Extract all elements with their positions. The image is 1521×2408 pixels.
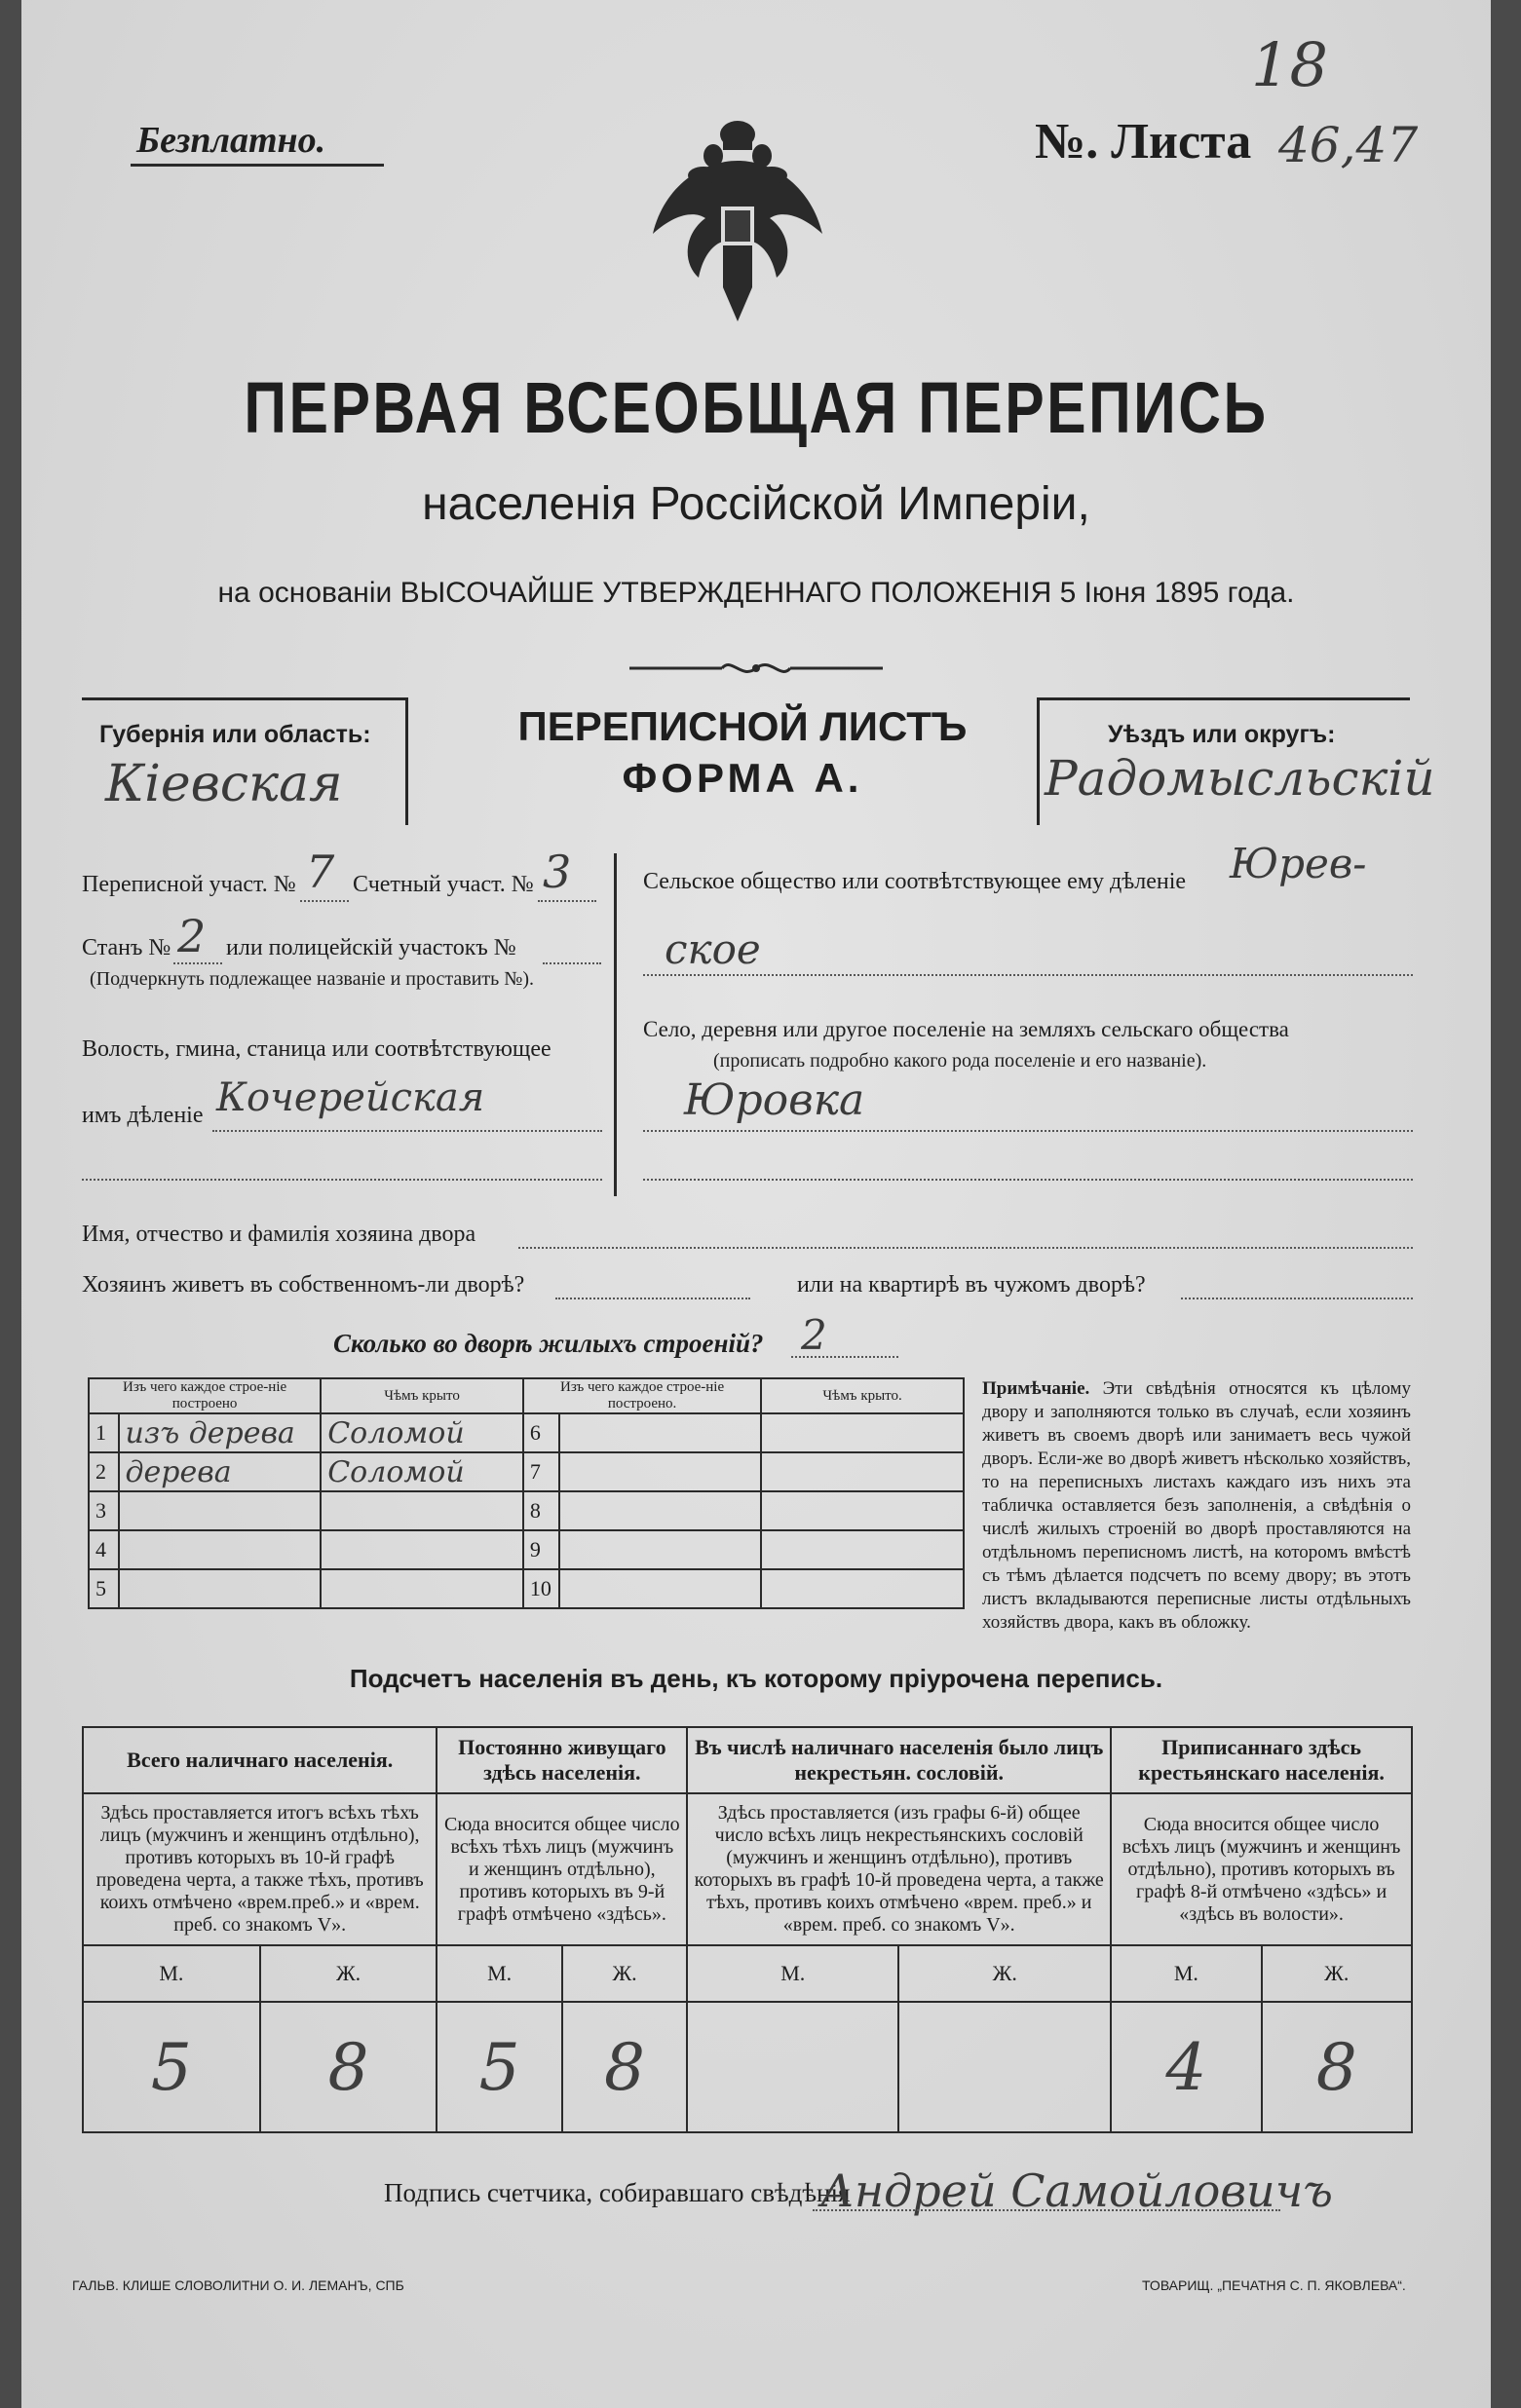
non-peasant-header: Въ числѣ наличнаго населенія было лицъ некрестьян. сословій.: [687, 1727, 1111, 1793]
volost-label-2: имъ дѣленіе: [82, 1103, 204, 1128]
row-number: 7: [523, 1452, 559, 1491]
material-cell: изъ дерева: [119, 1413, 322, 1452]
row-number: 3: [89, 1491, 119, 1530]
female-label: Ж.: [1262, 1945, 1412, 2002]
sheet-number-top-handwritten: 18: [1251, 29, 1328, 100]
district-label: Уѣздъ или округъ:: [1108, 721, 1336, 748]
buildings-table: [88, 1377, 965, 1609]
own-yard-line: [555, 1298, 750, 1299]
legal-basis-line: на основаніи ВЫСОЧАЙШЕ УТВЕРЖДЕННАГО ПОЛОЖЕНІЯ 5 Іюня 1895 года.: [217, 577, 1295, 609]
stan-value: 2: [177, 910, 207, 962]
province-label: Губернія или область:: [99, 721, 371, 748]
material-cell: [559, 1491, 762, 1530]
rented-yard-line: [1181, 1298, 1413, 1299]
note-block: [982, 1377, 1411, 1635]
table-row: [89, 1569, 964, 1608]
community-value-1: Юрев-: [1230, 840, 1367, 887]
female-label: Ж.: [260, 1945, 437, 2002]
ornament-divider: [629, 657, 883, 680]
material-cell: [119, 1530, 322, 1569]
registered-peasant-female: 8: [1262, 2002, 1412, 2132]
village-line: [643, 1130, 1413, 1132]
material-cell: [119, 1491, 322, 1530]
population-values-row: [83, 2002, 1412, 2132]
volost-line-2: [82, 1179, 602, 1181]
roof-cell: [761, 1491, 964, 1530]
enumerator-signature-label: Подпись счетчика, собиравшаго свѣдѣнія: [384, 2178, 851, 2207]
row-number: 5: [89, 1569, 119, 1608]
volost-value: Кочерейская: [216, 1075, 485, 1120]
double-headed-eagle-emblem: [645, 117, 830, 326]
village-value: Юровка: [684, 1075, 865, 1125]
count-area-line: [538, 900, 596, 902]
permanent-female: 8: [562, 2002, 687, 2132]
permanent-residents-description: Сюда вносится общее число всѣхъ тѣхъ лицъ (мужчинъ и женщинъ отдѣльно), противъ которыхъ въ 9-й графѣ отмѣчено «здѣсь».: [437, 1793, 687, 1945]
roof-cell: Соломой: [321, 1413, 523, 1452]
permanent-male: 5: [437, 2002, 561, 2132]
census-area-value: 7: [306, 846, 335, 898]
buildings-table-header: [89, 1378, 964, 1413]
row-number: 10: [523, 1569, 559, 1608]
population-sex-row: [83, 1945, 1412, 2002]
row-number: 4: [89, 1530, 119, 1569]
non-peasant-male: [687, 2002, 898, 2132]
census-title: ПЕРВАЯ ВСЕОБЩАЯ ПЕРЕПИСЬ: [244, 367, 1269, 448]
stan-line: [173, 962, 222, 964]
sheet-number-label: №. Листа: [1035, 114, 1252, 169]
note-title: Примѣчаніе.: [982, 1378, 1090, 1399]
census-sheet: [21, 0, 1491, 2408]
table-row: [89, 1530, 964, 1569]
total-present-header: Всего наличнаго населенія.: [83, 1727, 437, 1793]
material-cell: [559, 1413, 762, 1452]
population-count-title: Подсчетъ населенія въ день, къ которому пріурочена перепись.: [349, 1664, 1163, 1693]
population-header-row: [83, 1727, 1412, 1793]
roof-cell: [761, 1452, 964, 1491]
roof-cell: [321, 1491, 523, 1530]
male-label: М.: [437, 1945, 561, 2002]
census-area-line: [300, 900, 349, 902]
free-label: Безплатно.: [136, 120, 326, 161]
police-area-label: или полицейскій участокъ №: [226, 935, 516, 960]
census-area-label: Переписной участ. №: [82, 872, 296, 897]
roof-cell: [761, 1569, 964, 1608]
census-subtitle: населенія Россійской Имперіи,: [422, 478, 1090, 530]
roof-cell: [761, 1530, 964, 1569]
count-area-label: Счетный участ. №: [353, 872, 534, 897]
male-label: М.: [1111, 1945, 1261, 2002]
form-a-title: ФОРМА А.: [622, 755, 863, 801]
enumerator-signature: Андрей Самойловичъ: [820, 2164, 1333, 2217]
volost-label-1: Волость, гмина, станица или соотвѣтствующее: [82, 1036, 551, 1062]
count-area-value: 3: [543, 846, 572, 898]
row-number: 1: [89, 1413, 119, 1452]
total-present-description: Здѣсь проставляется итогъ всѣхъ тѣхъ лицъ (мужчинъ и женщинъ отдѣльно), противъ которыхъ въ 10-й графѣ проведена черта, а также тѣхъ, противъ коихъ отмѣчено «врем.преб.» и «врем. преб. со знакомъ V».: [83, 1793, 437, 1945]
material-cell: [559, 1530, 762, 1569]
material-cell: [119, 1569, 322, 1608]
buildings-count-label: Сколько во дворѣ жилыхъ строеній?: [333, 1329, 764, 1358]
signature-line: [813, 2209, 1280, 2211]
police-area-line: [543, 962, 601, 964]
registered-peasant-male: 4: [1111, 2002, 1261, 2132]
row-number: 9: [523, 1530, 559, 1569]
community-label: Сельское общество или соотвѣтствующее ему дѣленіе: [643, 869, 1187, 894]
roof-cell: [321, 1530, 523, 1569]
roof-cell: [321, 1569, 523, 1608]
material-cell: [559, 1569, 762, 1608]
sheet-number-handwritten: 46,47: [1278, 117, 1419, 173]
note-text: Эти свѣдѣнія относятся къ цѣлому двору и заполняются только въ случаѣ, если хозяинъ живетъ въ своемъ дворѣ или занимаетъ весь чужой дворъ. Если-же во дворѣ живетъ нѣсколько хозяйствъ, то на переписныхъ листахъ каждаго изъ нихъ эта табличка оставляется безъ заполненія, а свѣдѣнія о числѣ жилыхъ строеній во дворѣ проставляются на отдѣльномъ переписномъ листѣ, на которомъ вмѣстѣ съ тѣмъ дѣлается подсчетъ по всему двору; въ этотъ листъ вкладываются переписные листы отдѣльныхъ хозяйствъ двора, какъ въ обложку.: [982, 1378, 1411, 1633]
village-line-2: [643, 1179, 1413, 1181]
buildings-count-value: 2: [801, 1311, 827, 1359]
roof-cell: Соломой: [321, 1452, 523, 1491]
roof-column-header: Чѣмъ крыто: [321, 1378, 523, 1413]
roof-cell: [761, 1413, 964, 1452]
female-label: Ж.: [562, 1945, 687, 2002]
population-table: [82, 1726, 1413, 2133]
female-label: Ж.: [898, 1945, 1111, 2002]
buildings-count-line: [791, 1356, 898, 1358]
material-column-header: Изъ чего каждое строе-ніе построено: [89, 1378, 321, 1413]
owner-line: [518, 1247, 1413, 1249]
census-list-title: ПЕРЕПИСНОЙ ЛИСТЪ: [517, 703, 968, 749]
material-cell: дерева: [119, 1452, 322, 1491]
underline-note: (Подчеркнуть подлежащее названіе и проставить №).: [90, 968, 534, 990]
free-underline: [131, 164, 384, 167]
printer-credit-left: ГАЛЬВ. КЛИШЕ СЛОВОЛИТНИ О. И. ЛЕМАНЪ, СПБ: [72, 2277, 404, 2293]
permanent-residents-header: Постоянно живущаго здѣсь населенія.: [437, 1727, 687, 1793]
roof-column-header-2: Чѣмъ крыто.: [761, 1378, 964, 1413]
row-number: 2: [89, 1452, 119, 1491]
male-label: М.: [687, 1945, 898, 2002]
population-description-row: [83, 1793, 1412, 1945]
registered-peasant-description: Сюда вносится общее число всѣхъ лицъ (мужчинъ и женщинъ отдѣльно), противъ которыхъ въ графѣ 8-й отмѣчено «здѣсь» и «здѣсь въ волости».: [1111, 1793, 1412, 1945]
community-line: [643, 974, 1413, 976]
non-peasant-female: [898, 2002, 1111, 2132]
village-note: (прописать подробно какого рода поселеніе и его названіе).: [713, 1050, 1207, 1072]
community-value-2: ское: [665, 925, 761, 973]
total-present-female: 8: [260, 2002, 437, 2132]
material-cell: [559, 1452, 762, 1491]
row-number: 8: [523, 1491, 559, 1530]
own-yard-label: Хозяинъ живетъ въ собственномъ-ли дворѣ?: [82, 1272, 525, 1298]
owner-label: Имя, отчество и фамилія хозяина двора: [82, 1222, 476, 1247]
table-row: [89, 1413, 964, 1452]
male-label: М.: [83, 1945, 260, 2002]
district-value: Радомысльскій: [1045, 750, 1435, 807]
form-column-separator: [614, 853, 617, 1196]
row-number: 6: [523, 1413, 559, 1452]
registered-peasant-header: Приписаннаго здѣсь крестьянскаго населенія.: [1111, 1727, 1412, 1793]
volost-line: [212, 1130, 602, 1132]
village-label: Село, деревня или другое поселеніе на земляхъ сельскаго общества: [643, 1017, 1289, 1041]
table-row: [89, 1452, 964, 1491]
stan-label: Станъ №: [82, 935, 171, 960]
non-peasant-description: Здѣсь проставляется (изъ графы 6-й) общее число всѣхъ лицъ некрестьянскихъ сословій (мужчинъ и женщинъ отдѣльно), противъ которыхъ въ графѣ 10-й проведена черта, а также тѣхъ, противъ коихъ отмѣчено «врем. преб.» и «врем. преб. со знакомъ V».: [687, 1793, 1111, 1945]
table-row: [89, 1491, 964, 1530]
material-column-header-2: Изъ чего каждое строе-ніе построено.: [523, 1378, 761, 1413]
printer-credit-right: ТОВАРИЩ. „ПЕЧАТНЯ С. П. ЯКОВЛЕВА“.: [1142, 2277, 1406, 2293]
total-present-male: 5: [83, 2002, 260, 2132]
rented-yard-label: или на квартирѣ въ чужомъ дворѣ?: [797, 1272, 1146, 1298]
province-value: Кіевская: [105, 755, 343, 813]
